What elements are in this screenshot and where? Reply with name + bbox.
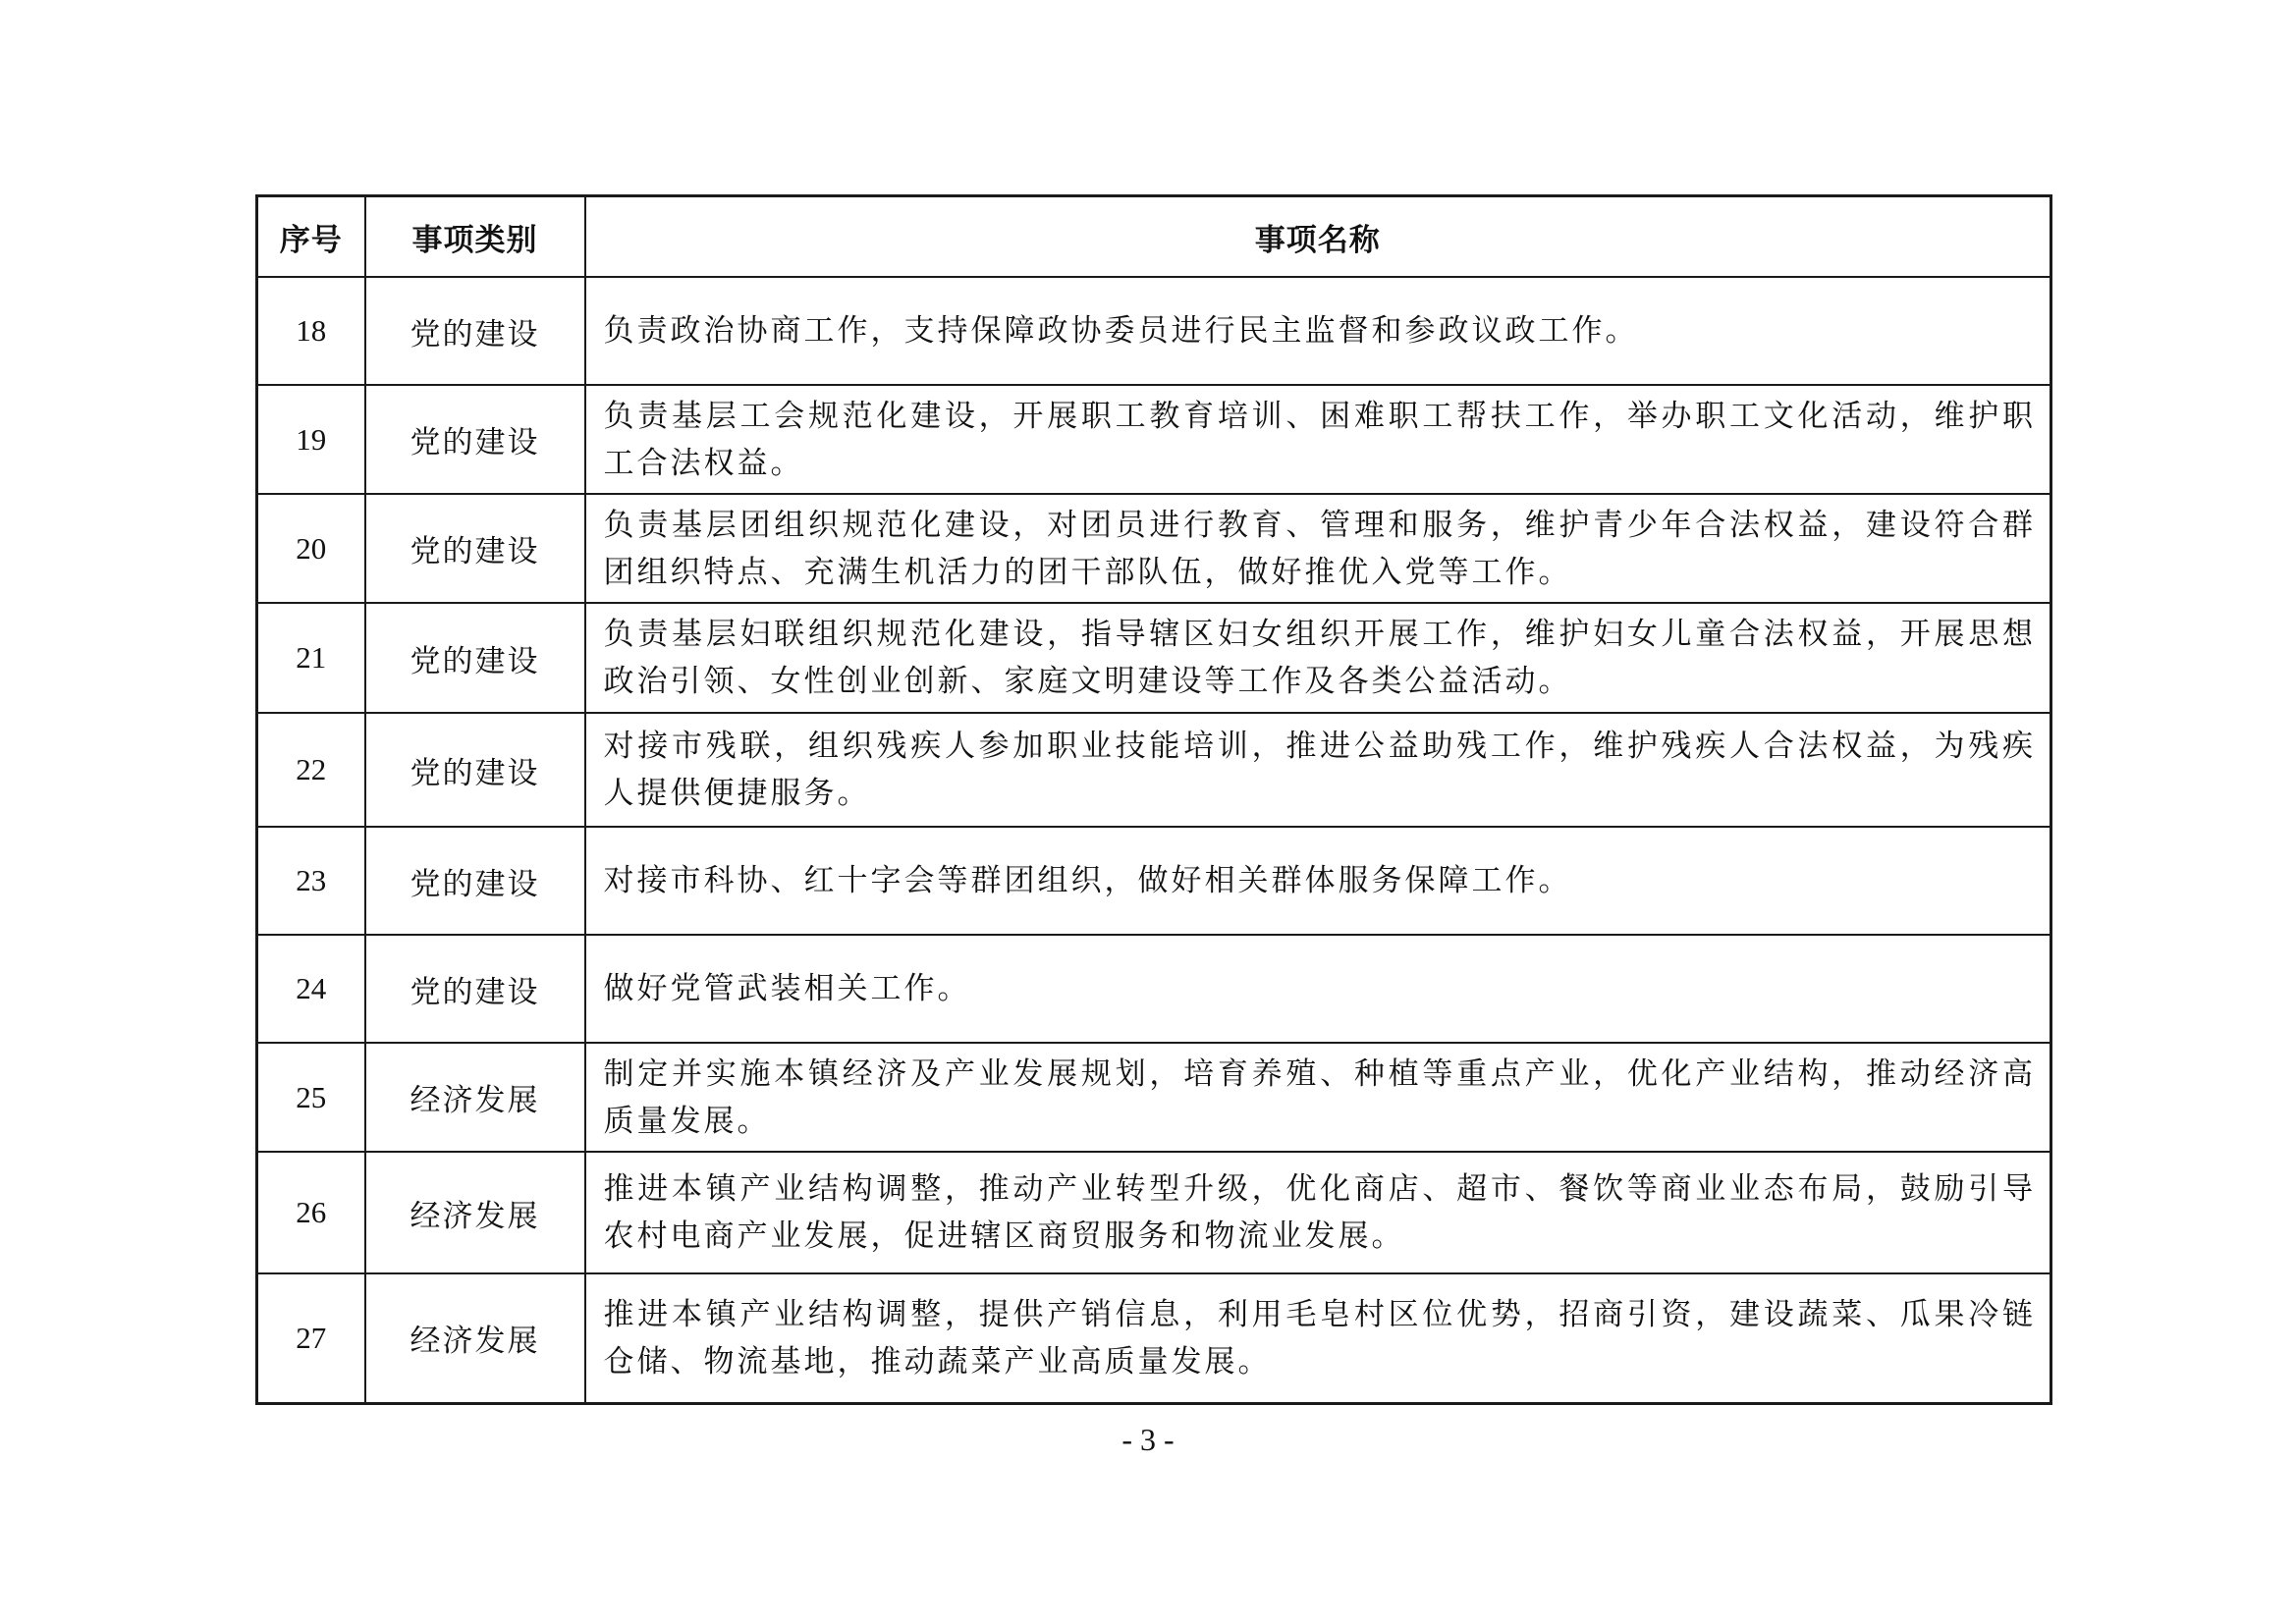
table-row (257, 277, 2051, 385)
table-row (257, 935, 2051, 1043)
row-matter-name: 负责基层团组织规范化建设，对团员进行教育、管理和服务，维护青少年合法权益，建设符合群团组织特点、充满生机活力的团干部队伍，做好推优入党等工作。 (585, 494, 2051, 603)
table-header-row (257, 196, 2051, 278)
row-number: 19 (257, 385, 365, 494)
table-row (257, 494, 2051, 603)
table-row (257, 385, 2051, 494)
page-number: - 3 - (1121, 1422, 1175, 1457)
row-matter-name: 对接市科协、红十字会等群团组织，做好相关群体服务保障工作。 (585, 827, 2051, 935)
table-row (257, 827, 2051, 935)
row-category: 经济发展 (365, 1152, 585, 1273)
row-category: 党的建设 (365, 827, 585, 935)
row-category: 党的建设 (365, 713, 585, 827)
row-number: 26 (257, 1152, 365, 1273)
row-category: 党的建设 (365, 603, 585, 713)
row-number: 23 (257, 827, 365, 935)
row-matter-name: 制定并实施本镇经济及产业发展规划，培育养殖、种植等重点产业，优化产业结构，推动经济高质量发展。 (585, 1043, 2051, 1152)
row-matter-name: 推进本镇产业结构调整，提供产销信息，利用毛皂村区位优势，招商引资，建设蔬菜、瓜果冷链仓储、物流基地，推动蔬菜产业高质量发展。 (585, 1273, 2051, 1403)
row-matter-name: 推进本镇产业结构调整，推动产业转型升级，优化商店、超市、餐饮等商业业态布局，鼓励引导农村电商产业发展，促进辖区商贸服务和物流业发展。 (585, 1152, 2051, 1273)
row-category: 党的建设 (365, 277, 585, 385)
row-number: 20 (257, 494, 365, 603)
row-category: 经济发展 (365, 1043, 585, 1152)
table-row (257, 1043, 2051, 1152)
header-matter-category: 事项类别 (365, 196, 585, 278)
row-number: 27 (257, 1273, 365, 1403)
header-matter-name: 事项名称 (585, 196, 2051, 278)
row-category: 经济发展 (365, 1273, 585, 1403)
row-number: 24 (257, 935, 365, 1043)
row-matter-name: 负责基层妇联组织规范化建设，指导辖区妇女组织开展工作，维护妇女儿童合法权益，开展思想政治引领、女性创业创新、家庭文明建设等工作及各类公益活动。 (585, 603, 2051, 713)
table-row (257, 1152, 2051, 1273)
table-row (257, 1273, 2051, 1403)
row-matter-name: 对接市残联，组织残疾人参加职业技能培训，推进公益助残工作，维护残疾人合法权益，为残疾人提供便捷服务。 (585, 713, 2051, 827)
row-category: 党的建设 (365, 385, 585, 494)
table-row (257, 713, 2051, 827)
row-number: 21 (257, 603, 365, 713)
row-category: 党的建设 (365, 935, 585, 1043)
table-row (257, 603, 2051, 713)
row-number: 22 (257, 713, 365, 827)
row-number: 18 (257, 277, 365, 385)
row-number: 25 (257, 1043, 365, 1152)
row-category: 党的建设 (365, 494, 585, 603)
matters-table (255, 194, 2052, 1405)
row-matter-name: 负责政治协商工作，支持保障政协委员进行民主监督和参政议政工作。 (585, 277, 2051, 385)
row-matter-name: 做好党管武装相关工作。 (585, 935, 2051, 1043)
header-serial-number: 序号 (257, 196, 365, 278)
row-matter-name: 负责基层工会规范化建设，开展职工教育培训、困难职工帮扶工作，举办职工文化活动，维护职工合法权益。 (585, 385, 2051, 494)
